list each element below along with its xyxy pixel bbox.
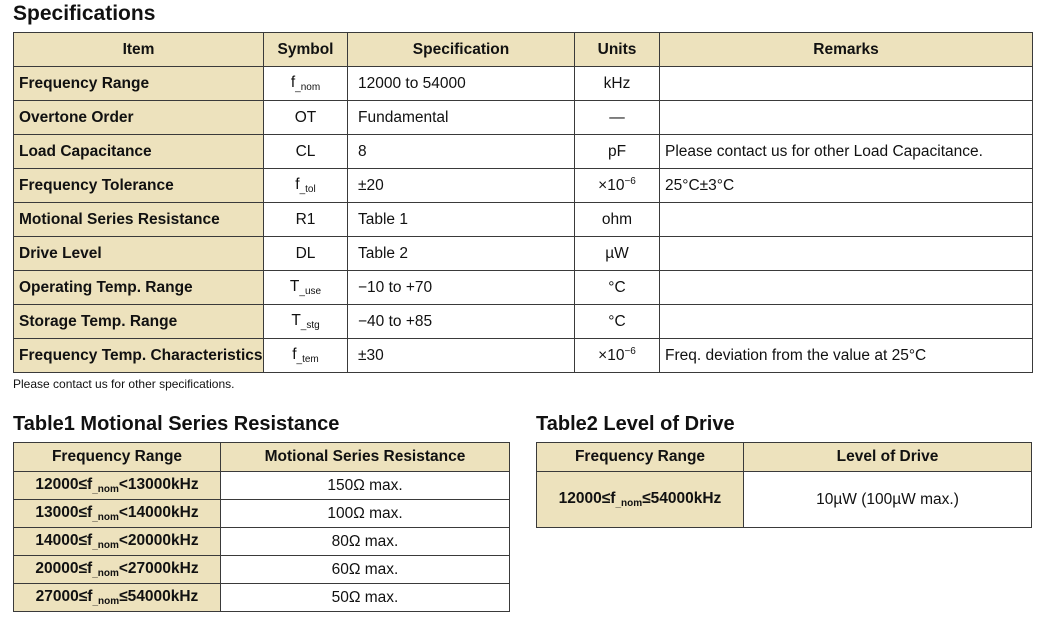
spec-value: 12000 to 54000: [348, 67, 575, 101]
symbol-base: f: [295, 176, 300, 193]
specifications-body: [14, 67, 1033, 373]
spec-symbol: [264, 203, 348, 237]
spec-row: [14, 67, 1033, 101]
unit-base: µW: [605, 244, 629, 262]
symbol-subscript: _use: [299, 286, 322, 297]
spec-remarks: 25°C±3°C: [660, 169, 1033, 203]
range-subscript: _nom: [615, 498, 643, 509]
spec-item: Load Capacitance: [14, 135, 264, 169]
header-remarks: Remarks: [660, 33, 1033, 67]
spec-remarks: [660, 305, 1033, 339]
spec-remarks: [660, 271, 1033, 305]
spec-row: [14, 237, 1033, 271]
spec-unit: [575, 339, 660, 373]
spec-value: Fundamental: [348, 101, 575, 135]
spec-item: Storage Temp. Range: [14, 305, 264, 339]
spec-row: [14, 169, 1033, 203]
range-subscript: _nom: [92, 596, 120, 607]
spec-unit: [575, 237, 660, 271]
unit-base: °C: [608, 278, 626, 296]
table-row: [14, 500, 510, 528]
symbol-base: T: [291, 312, 301, 329]
symbol-base: DL: [295, 244, 316, 262]
spec-value: −10 to +70: [348, 271, 575, 305]
range-value: 80Ω max.: [221, 528, 510, 556]
table-row: [14, 584, 510, 612]
spec-value: ±30: [348, 339, 575, 373]
frequency-range: [14, 500, 221, 528]
spec-symbol: [264, 271, 348, 305]
spec-row: [14, 305, 1033, 339]
unit-base: —: [609, 108, 625, 126]
table-row: [14, 556, 510, 584]
unit-exponent: −6: [624, 176, 636, 187]
symbol-base: OT: [294, 108, 317, 126]
frequency-range: [14, 472, 221, 500]
spec-remarks: Freq. deviation from the value at 25°C: [660, 339, 1033, 373]
spec-row: [14, 271, 1033, 305]
range-subscript: _nom: [92, 484, 119, 495]
range-low: 12000≤f: [558, 490, 616, 507]
motional-resistance-table: [13, 442, 510, 612]
spec-symbol: [264, 135, 348, 169]
symbol-base: R1: [295, 210, 316, 228]
range-value: 50Ω max.: [221, 584, 510, 612]
frequency-range: [14, 556, 221, 584]
range-subscript: _nom: [92, 540, 119, 551]
page-title: Specifications: [13, 2, 156, 25]
spec-row: [14, 101, 1033, 135]
symbol-subscript: _stg: [300, 320, 320, 331]
spec-symbol: [264, 101, 348, 135]
footnote: Please contact us for other specifications.: [13, 377, 235, 391]
frequency-range: [14, 528, 221, 556]
unit-base: ohm: [601, 210, 633, 228]
frequency-range: [537, 472, 744, 528]
spec-item: Frequency Temp. Characteristics: [14, 339, 264, 373]
spec-symbol: [264, 67, 348, 101]
table2-title: Table2 Level of Drive: [536, 413, 735, 435]
range-high: ≤54000kHz: [119, 588, 199, 605]
spec-symbol: [264, 237, 348, 271]
spec-unit: [575, 305, 660, 339]
spec-symbol: [264, 305, 348, 339]
spec-row: [14, 339, 1033, 373]
header-units: Units: [575, 33, 660, 67]
range-high: ≤54000kHz: [642, 490, 722, 507]
unit-base: ×10: [598, 177, 625, 194]
spec-remarks: [660, 101, 1033, 135]
t1-header-frequency: Frequency Range: [14, 443, 221, 472]
spec-item: Overtone Order: [14, 101, 264, 135]
spec-row: [14, 135, 1033, 169]
t2-header-drive: Level of Drive: [744, 443, 1032, 472]
spec-value: ±20: [348, 169, 575, 203]
spec-item: Operating Temp. Range: [14, 271, 264, 305]
range-low: 27000≤f: [35, 588, 93, 605]
spec-value: Table 1: [348, 203, 575, 237]
t1-header-resistance: Motional Series Resistance: [221, 443, 510, 472]
unit-base: ×10: [598, 347, 625, 364]
spec-unit: [575, 67, 660, 101]
spec-symbol: [264, 169, 348, 203]
t2-body: [537, 472, 1032, 528]
unit-exponent: −6: [624, 346, 636, 357]
spec-unit: [575, 169, 660, 203]
range-low: 20000≤f: [35, 560, 93, 577]
range-value: 10µW (100µW max.): [744, 472, 1032, 528]
symbol-base: CL: [295, 142, 316, 160]
range-low: 12000≤f: [35, 476, 93, 493]
spec-row: [14, 203, 1033, 237]
unit-base: pF: [607, 142, 627, 160]
range-value: 100Ω max.: [221, 500, 510, 528]
t1-body: [14, 472, 510, 612]
header-symbol: Symbol: [264, 33, 348, 67]
spec-item: Motional Series Resistance: [14, 203, 264, 237]
symbol-subscript: _tem: [296, 354, 319, 365]
spec-unit: [575, 101, 660, 135]
specifications-table: [13, 32, 1033, 373]
range-value: 150Ω max.: [221, 472, 510, 500]
range-high: <20000kHz: [118, 532, 199, 549]
table-row: [14, 472, 510, 500]
t2-header-frequency: Frequency Range: [537, 443, 744, 472]
spec-unit: [575, 203, 660, 237]
range-low: 14000≤f: [35, 532, 93, 549]
spec-remarks: [660, 237, 1033, 271]
unit-base: kHz: [603, 74, 631, 92]
table-row: [14, 528, 510, 556]
frequency-range: [14, 584, 221, 612]
header-specification: Specification: [348, 33, 575, 67]
spec-value: −40 to +85: [348, 305, 575, 339]
spec-remarks: Please contact us for other Load Capacitance.: [660, 135, 1033, 169]
range-value: 60Ω max.: [221, 556, 510, 584]
range-high: <14000kHz: [118, 504, 199, 521]
range-subscript: _nom: [92, 568, 119, 579]
header-item: Item: [14, 33, 264, 67]
spec-item: Frequency Tolerance: [14, 169, 264, 203]
spec-value: Table 2: [348, 237, 575, 271]
range-high: <13000kHz: [118, 476, 199, 493]
symbol-subscript: _nom: [295, 82, 321, 93]
table-row: [537, 472, 1032, 528]
spec-remarks: [660, 203, 1033, 237]
spec-value: 8: [348, 135, 575, 169]
spec-remarks: [660, 67, 1033, 101]
range-high: <27000kHz: [118, 560, 199, 577]
unit-base: °C: [608, 312, 626, 330]
drive-level-table: [536, 442, 1032, 528]
spec-symbol: [264, 339, 348, 373]
symbol-subscript: _tol: [299, 184, 316, 195]
spec-unit: [575, 271, 660, 305]
symbol-base: T: [289, 278, 300, 295]
spec-item: Frequency Range: [14, 67, 264, 101]
spec-unit: [575, 135, 660, 169]
symbol-base: f: [290, 74, 296, 91]
table1-title: Table1 Motional Series Resistance: [13, 413, 340, 435]
range-subscript: _nom: [92, 512, 119, 523]
symbol-base: f: [292, 346, 297, 363]
spec-item: Drive Level: [14, 237, 264, 271]
range-low: 13000≤f: [35, 504, 93, 521]
